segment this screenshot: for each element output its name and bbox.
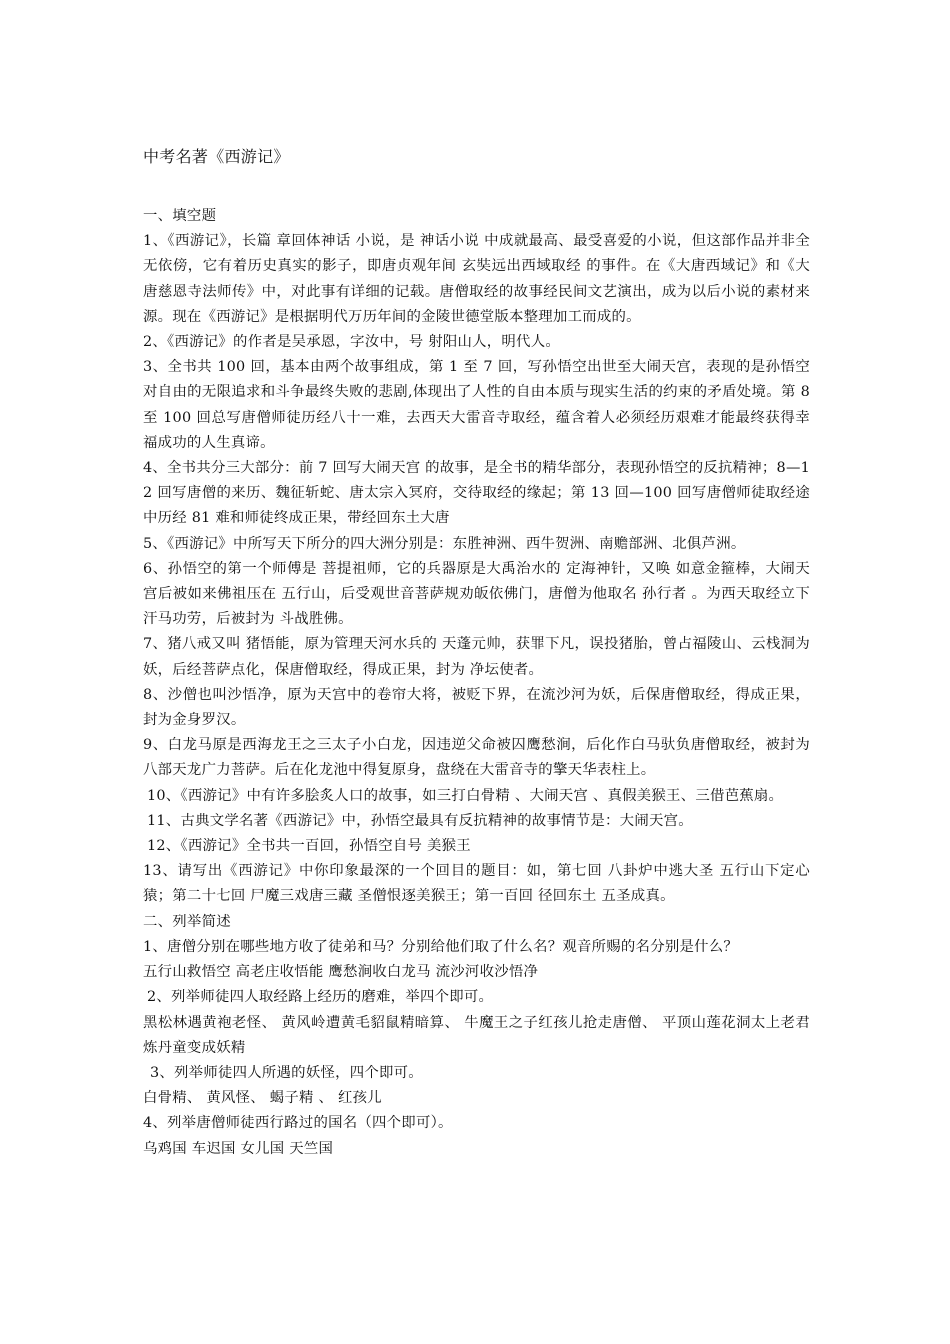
list-question-3: 3、列举师徒四人所遇的妖怪，四个即可。 — [150, 1064, 423, 1081]
section-heading-list-summary: 二、列举简述 — [143, 913, 231, 930]
list-answer-2: 黑松林遇黄袍老怪、 黄风岭遭黄毛貂鼠精暗算、 牛魔王之子红孩儿抢走唐僧、 平顶山莲花洞太上老君炼丹童变成妖精 — [143, 1014, 810, 1056]
list-answer-3: 白骨精、 黄风怪、 蝎子精 、 红孩儿 — [143, 1090, 382, 1107]
fill-blank-item-5: 5、《西游记》中所写天下所分的四大洲分别是：东胜神洲、西牛贺洲、南赡部洲、北俱芦洲。 — [143, 535, 746, 552]
fill-blank-item-13: 13、请写出《西游记》中你印象最深的一个回目的题目：如，第七回 八卦炉中逃大圣 五行山下定心猿；第二十七回 尸魔三戏唐三藏 圣僧恨逐美猴王；第一百回 径回东土 五圣成真。 — [143, 863, 810, 905]
list-answer-1: 五行山救悟空 高老庄收悟能 鹰愁涧收白龙马 流沙河收沙悟净 — [143, 964, 539, 981]
section-heading-fill-blank: 一、填空题 — [143, 208, 217, 224]
fill-blank-item-7: 7、猪八戒又叫 猪悟能，原为管理天河水兵的 天蓬元帅，获罪下凡，误投猪胎，曾占福陵山、云栈洞为妖，后经菩萨点化，保唐僧取经，得成正果，封为 净坛使者。 — [143, 636, 810, 678]
document-title: 中考名著《西游记》 — [143, 147, 290, 166]
fill-blank-item-12: 12、《西游记》全书共一百回，孙悟空自号 美猴王 — [147, 838, 471, 855]
fill-blank-item-2: 2、《西游记》的作者是吴承恩，字汝中，号 射阳山人，明代人。 — [143, 334, 560, 351]
fill-blank-item-4: 4、全书共分三大部分：前 7 回写大闹天宫 的故事，是全书的精华部分，表现孙悟空的反抗精神；8—12 回写唐僧的来历、魏征斩蛇、唐太宗入冥府，交待取经的缘起；第 13 回—100 回写唐僧师徒取经途中历经 81 难和师徒终成正果，带经回东土大唐 — [143, 460, 811, 527]
fill-blank-item-3: 3、全书共 100 回，基本由两个故事组成，第 1 至 7 回，写孙悟空出世至大闹天宫，表现的是孙悟空对自由的无限追求和斗争最终失败的悲剧,体现出了人性的自由本质与现实生活的约束的矛盾处境。第 8 至 100 回总写唐僧师徒历经八十一难，去西天大雷音寺取经，蕴含着人必须经历艰难才能最终获得幸福成功的人生真谛。 — [143, 359, 810, 451]
fill-blank-item-1: 1、《西游记》，长篇 章回体神话 小说，是 神话小说 中成就最高、最受喜爱的小说，但这部作品并非全无依傍，它有着历史真实的影子，即唐贞观年间 玄奘远出西域取经 的事件。在《大唐西域记》和《大唐慈恩寺法师传》中，对此事有详细的记载。唐僧取经的故事经民间文艺演出，成为以后小说的素材来源。现在《西游记》是根据明代万历年间的金陵世德堂版本整理加工而成的。 — [143, 233, 810, 325]
list-question-1: 1、唐僧分别在哪些地方收了徒弟和马？分别给他们取了什么名？观音所赐的名分别是什么？ — [143, 938, 739, 955]
list-answer-4: 乌鸡国 车迟国 女儿国 天竺国 — [143, 1140, 334, 1157]
fill-blank-item-11: 11、古典文学名著《西游记》中，孙悟空最具有反抗精神的故事情节是：大闹天宫。 — [147, 812, 693, 829]
list-question-4: 4、列举唐僧师徒西行路过的国名（四个即可）。 — [143, 1115, 453, 1132]
fill-blank-item-9: 9、白龙马原是西海龙王之三太子小白龙，因违逆父命被囚鹰愁涧，后化作白马驮负唐僧取经，被封为八部天龙广力菩萨。后在化龙池中得复原身，盘绕在大雷音寺的擎天华表柱上。 — [143, 737, 810, 779]
list-question-2: 2、列举师徒四人取经路上经历的磨难，举四个即可。 — [147, 989, 494, 1006]
fill-blank-item-6: 6、孙悟空的第一个师傅是 菩提祖师，它的兵器原是大禹治水的 定海神针，又唤 如意金箍棒，大闹天宫后被如来佛祖压在 五行山，后受观世音菩萨规劝皈依佛门，唐僧为他取名 孙行者 。为西天取经立下汗马功劳，后被封为 斗战胜佛。 — [143, 560, 810, 628]
fill-blank-item-8: 8、沙僧也叫沙悟净，原为天宫中的卷帘大将，被贬下界，在流沙河为妖，后保唐僧取经，得成正果，封为金身罗汉。 — [143, 686, 810, 729]
fill-blank-item-10: 10、《西游记》中有许多脍炙人口的故事，如三打白骨精 、大闹天宫 、真假美猴王、三借芭蕉扇。 — [147, 787, 784, 804]
